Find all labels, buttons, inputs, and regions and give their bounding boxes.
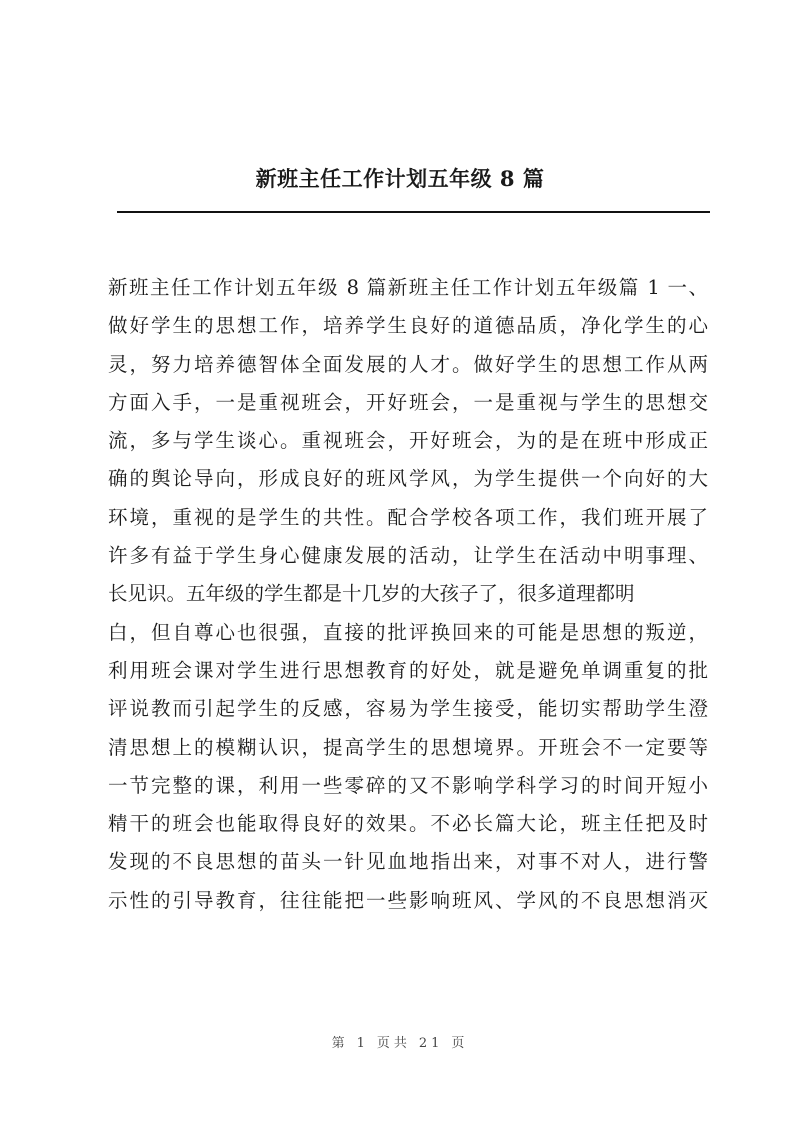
- document-body: [108, 269, 708, 920]
- body-line: 流，多与学生谈心。重视班会，开好班会，为的是在班中形成正: [108, 429, 708, 453]
- body-line: 评说教而引起学生的反感，容易为学生接受，能切实帮助学生澄: [108, 697, 708, 721]
- body-line: 精干的班会也能取得良好的效果。不必长篇大论，班主任把及时: [108, 812, 708, 836]
- body-line: 利用班会课对学生进行思想教育的好处，就是避免单调重复的批: [108, 658, 708, 682]
- body-line: 长见识。五年级的学生都是十几岁的大孩子了，很多道理都明: [108, 582, 635, 606]
- footer-prefix: 第: [331, 1036, 349, 1051]
- body-line: 确的舆论导向，形成良好的班风学风，为学生提供一个向好的大: [108, 467, 708, 491]
- body-line: 清思想上的模糊认识，提高学生的思想境界。开班会不一定要等: [108, 735, 708, 759]
- footer-total-pages: 21: [418, 1036, 444, 1051]
- body-line: 示性的引导教育，往往能把一些影响班风、学风的不良思想消灭: [108, 888, 708, 912]
- body-line: 新班主任工作计划五年级 8 篇新班主任工作计划五年级篇 1 一、: [108, 276, 708, 299]
- body-line: 灵，努力培养德智体全面发展的人才。做好学生的思想工作从两: [108, 352, 708, 376]
- body-line: 发现的不良思想的苗头一针见血地指出来，对事不对人，进行警: [108, 850, 708, 874]
- body-line: 方面入手，一是重视班会，开好班会，一是重视与学生的思想交: [108, 390, 708, 414]
- body-line: 许多有益于学生身心健康发展的活动，让学生在活动中明事理、: [108, 544, 708, 568]
- body-line: 做好学生的思想工作，培养学生良好的道德品质，净化学生的心: [108, 314, 708, 338]
- footer-middle: 页共: [376, 1036, 411, 1051]
- footer-current-page: 1: [356, 1036, 369, 1051]
- footer-suffix: 页: [451, 1036, 469, 1051]
- body-line: 白，但自尊心也很强，直接的批评换回来的可能是思想的叛逆，: [108, 620, 708, 644]
- title-divider: [117, 211, 710, 213]
- page-footer: [0, 1032, 800, 1051]
- document-title: 新班主任工作计划五年级 8 篇: [255, 166, 545, 191]
- body-line: 环境，重视的是学生的共性。配合学校各项工作，我们班开展了: [108, 505, 708, 529]
- body-line: 一节完整的课，利用一些零碎的又不影响学科学习的时间开短小: [108, 773, 708, 797]
